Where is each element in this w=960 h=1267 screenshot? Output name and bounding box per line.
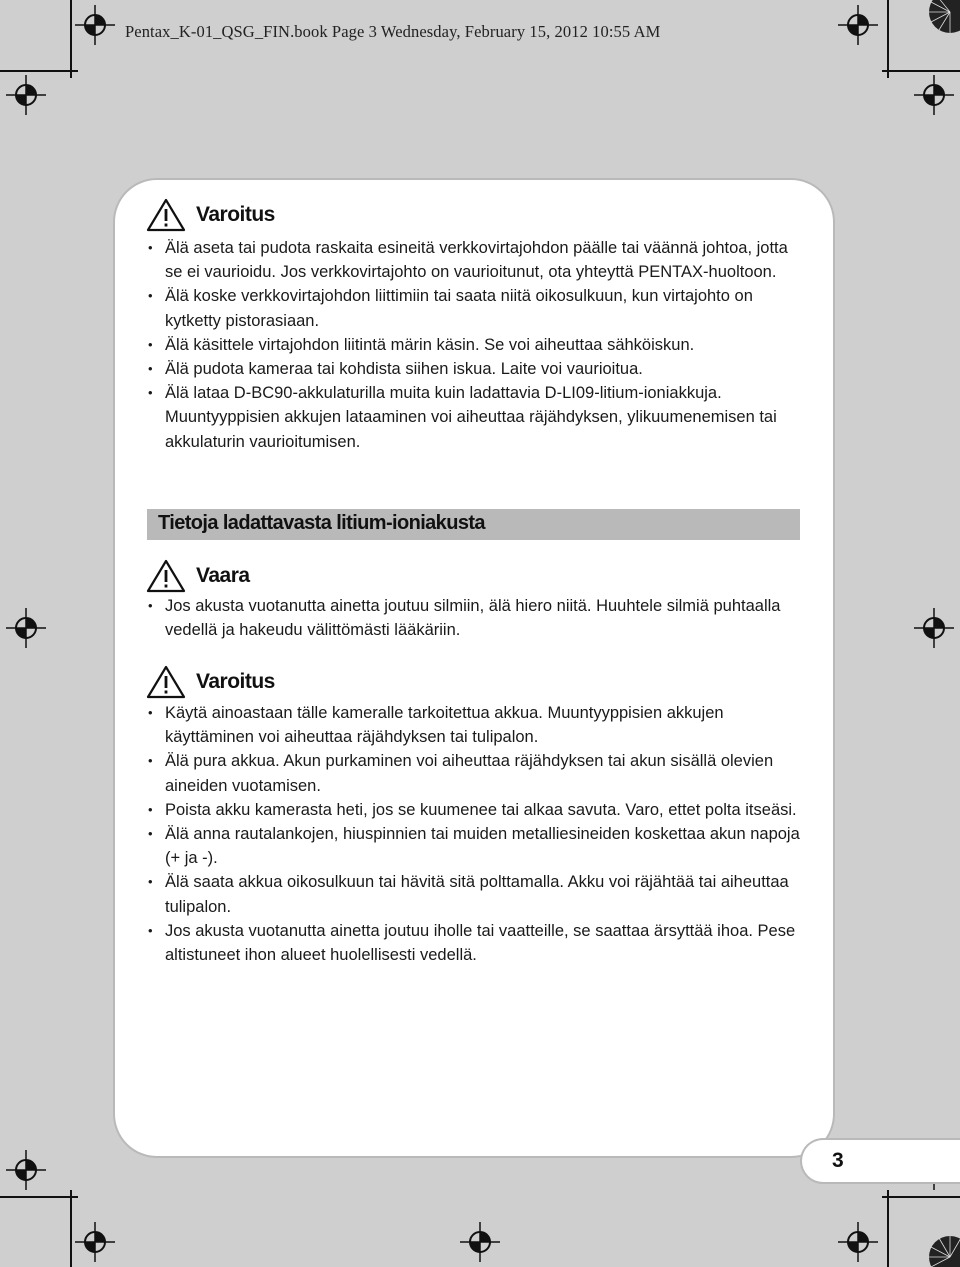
section-heading: Tietoja ladattavasta litium-ioniakusta [158, 512, 485, 534]
starburst-target-icon [925, 0, 960, 35]
crop-mark [882, 1196, 960, 1198]
warning-heading [146, 665, 275, 699]
crop-mark [70, 0, 72, 78]
page-number: 3 [832, 1149, 844, 1172]
registration-mark-icon [914, 75, 954, 115]
print-header-line: Pentax_K-01_QSG_FIN.book Page 3 Wednesday, February 15, 2012 10:55 AM [125, 22, 661, 41]
danger-title: Vaara [196, 564, 250, 587]
registration-mark-icon [75, 1222, 115, 1262]
warning-triangle-icon [146, 665, 186, 699]
warning-title: Varoitus [196, 670, 275, 693]
crop-mark [0, 70, 78, 72]
registration-mark-icon [460, 1222, 500, 1262]
danger-list [146, 594, 806, 642]
list-item: • Älä käsittele virtajohdon liitintä märin käsin. Se voi aiheuttaa sähköiskun. [146, 333, 806, 357]
list-item: • Älä lataa D-BC90-akkulaturilla muita kuin ladattavia D-LI09-litium-ioniakkuja. Muuntyyppisien akkujen lataaminen voi aiheuttaa räjähdyksen, ylikuumenemisen tai akkulaturin vaurioitumisen. [146, 381, 806, 454]
list-item: • Poista akku kamerasta heti, jos se kuumenee tai alkaa savuta. Varo, ettet polta itseäsi. [146, 798, 806, 822]
crop-mark [887, 1190, 889, 1267]
registration-mark-icon [914, 608, 954, 648]
registration-mark-icon [6, 608, 46, 648]
list-item: • Älä saata akkua oikosulkuun tai hävitä sitä polttamalla. Akku voi räjähtää tai aiheuttaa tulipalon. [146, 870, 806, 918]
list-item: • Älä koske verkkovirtajohdon liittimiin tai saata niitä oikosulkuun, kun virtajohto on kytketty pistorasiaan. [146, 284, 806, 332]
warning-triangle-icon [146, 198, 186, 232]
list-item: • Käytä ainoastaan tälle kameralle tarkoitettua akkua. Muuntyyppisien akkujen käyttäminen voi aiheuttaa räjähdyksen tai tulipalon. [146, 701, 806, 749]
list-item: • Älä anna rautalankojen, hiuspinnien tai muiden metalliesineiden koskettaa akun napoja (+ ja -). [146, 822, 806, 870]
crop-mark [70, 1190, 72, 1267]
warning-title: Varoitus [196, 203, 275, 226]
list-item: • Älä pura akkua. Akun purkaminen voi aiheuttaa räjähdyksen tai akun sisällä olevien aineiden vuotamisen. [146, 749, 806, 797]
warning-heading [146, 198, 275, 232]
danger-heading [146, 559, 250, 593]
registration-mark-icon [75, 5, 115, 45]
warning-list [146, 701, 806, 967]
list-item: • Älä pudota kameraa tai kohdista siihen iskua. Laite voi vaurioitua. [146, 357, 806, 381]
starburst-target-icon [925, 1232, 960, 1267]
warning-triangle-icon [146, 559, 186, 593]
warning-list [146, 236, 806, 454]
crop-mark [882, 70, 960, 72]
registration-mark-icon [838, 5, 878, 45]
list-item: • Älä aseta tai pudota raskaita esineitä verkkovirtajohdon päälle tai väännä johtoa, jotta se ei vaurioidu. Jos verkkovirtajohto on vaurioitunut, ota yhteyttä PENTAX-huoltoon. [146, 236, 806, 284]
list-item: • Jos akusta vuotanutta ainetta joutuu iholle tai vaatteille, se saattaa ärsyttää ihoa. Pese altistuneet ihon alueet huolellisesti vedellä. [146, 919, 806, 967]
registration-mark-icon [6, 1150, 46, 1190]
crop-mark [0, 1196, 78, 1198]
section-heading-bar [147, 509, 800, 540]
registration-mark-icon [6, 75, 46, 115]
page-number-tab [800, 1138, 960, 1184]
list-item: • Jos akusta vuotanutta ainetta joutuu silmiin, älä hiero niitä. Huuhtele silmiä puhtaalla vedellä ja hakeudu välittömästi lääkäriin. [146, 594, 806, 642]
registration-mark-icon [838, 1222, 878, 1262]
crop-mark [887, 0, 889, 78]
